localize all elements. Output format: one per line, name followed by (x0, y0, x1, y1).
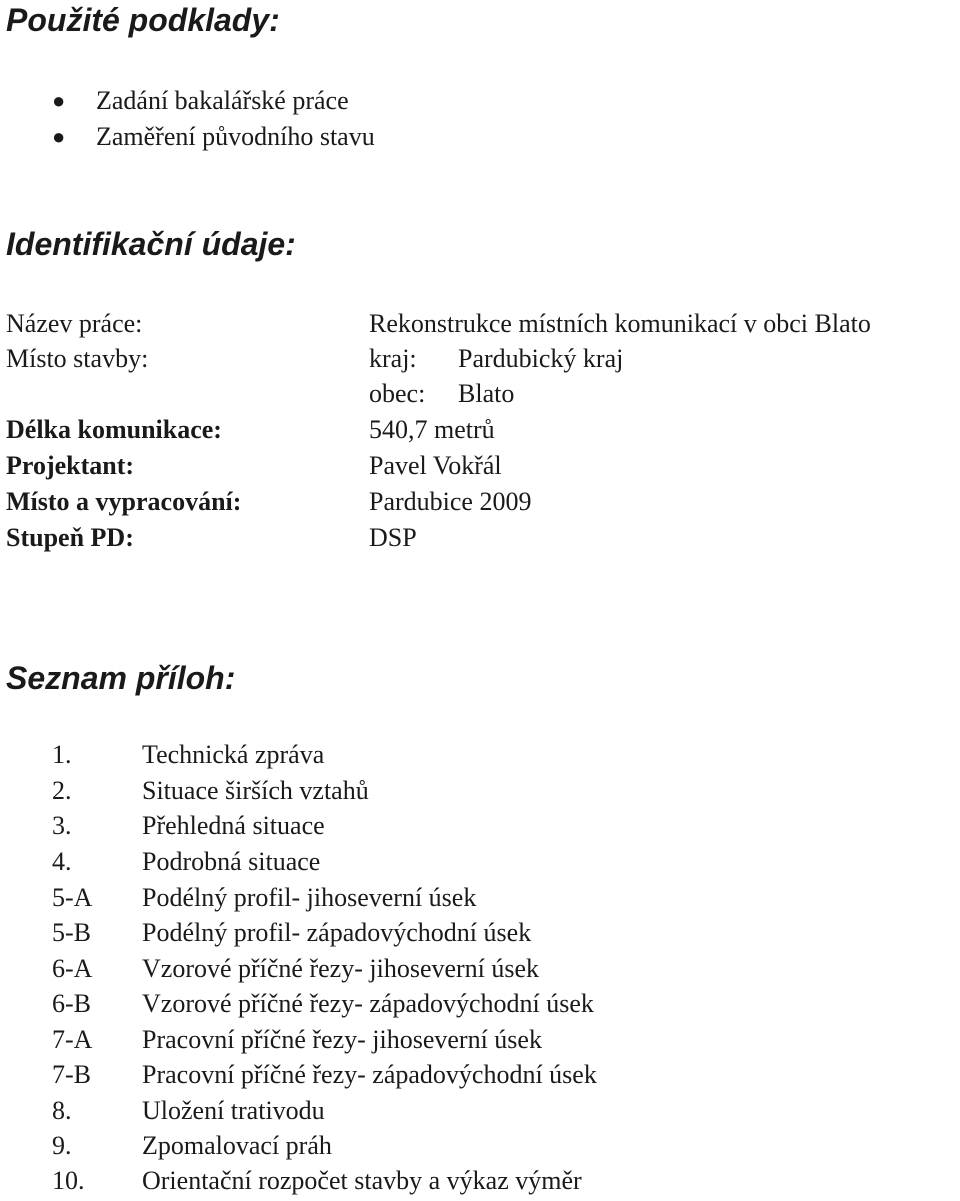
priloha-title: Orientační rozpočet stavby a výkaz výměr (142, 1166, 582, 1195)
priloha-number: 7-A (52, 1025, 93, 1054)
priloha-number: 8. (52, 1096, 72, 1125)
value-kraj: Pardubický kraj (458, 344, 624, 373)
priloha-title: Situace širších vztahů (142, 776, 369, 805)
value-delka: 540,7 metrů (369, 415, 495, 444)
priloha-number: 3. (52, 811, 72, 840)
priloha-title: Podrobná situace (142, 847, 321, 876)
podklady-item-1: Zadání bakalářské práce (96, 86, 349, 115)
priloha-title: Uložení trativodu (142, 1096, 325, 1125)
podklady-item-2: Zaměření původního stavu (96, 122, 375, 151)
priloha-number: 9. (52, 1131, 72, 1160)
priloha-title: Technická zpráva (142, 740, 325, 769)
priloha-number: 4. (52, 847, 72, 876)
value-nazev: Rekonstrukce místních komunikací v obci Blato (369, 309, 871, 338)
label-misto-stavby: Místo stavby: (6, 344, 149, 373)
label-obec: obec: (369, 379, 426, 408)
label-delka: Délka komunikace: (6, 415, 222, 444)
section-title-podklady: Použité podklady: (6, 2, 280, 38)
priloha-title: Pracovní příčné řezy- jihoseverní úsek (142, 1025, 542, 1054)
priloha-title: Pracovní příčné řezy- západovýchodní úsek (142, 1060, 597, 1089)
priloha-title: Podélný profil- západovýchodní úsek (142, 918, 532, 947)
label-projektant: Projektant: (6, 451, 135, 480)
priloha-number: 6-A (52, 954, 93, 983)
label-vypracovani: Místo a vypracování: (6, 487, 242, 516)
priloha-number: 7-B (52, 1060, 91, 1089)
value-stupen: DSP (369, 523, 417, 552)
section-title-identifikace: Identifikační údaje: (6, 226, 296, 262)
value-projektant: Pavel Vokřál (369, 451, 502, 480)
priloha-title: Vzorové příčné řezy- jihoseverní úsek (142, 954, 540, 983)
priloha-number: 10. (52, 1166, 85, 1195)
priloha-title: Zpomalovací práh (142, 1131, 332, 1160)
priloha-number: 5-A (52, 883, 93, 912)
priloha-title: Podélný profil- jihoseverní úsek (142, 883, 477, 912)
priloha-title: Přehledná situace (142, 811, 325, 840)
section-title-prilohy: Seznam příloh: (6, 660, 236, 696)
value-obec: Blato (458, 379, 515, 408)
priloha-number: 6-B (52, 989, 91, 1018)
priloha-number: 2. (52, 776, 72, 805)
priloha-number: 5-B (52, 918, 91, 947)
value-vypracovani: Pardubice 2009 (369, 487, 532, 516)
label-kraj: kraj: (369, 344, 417, 373)
priloha-title: Vzorové příčné řezy- západovýchodní úsek (142, 989, 594, 1018)
label-nazev: Název práce: (6, 309, 143, 338)
bullet-icon: ● (52, 124, 66, 149)
bullet-icon: ● (52, 88, 66, 113)
priloha-number: 1. (52, 740, 72, 769)
label-stupen: Stupeň PD: (6, 523, 134, 552)
